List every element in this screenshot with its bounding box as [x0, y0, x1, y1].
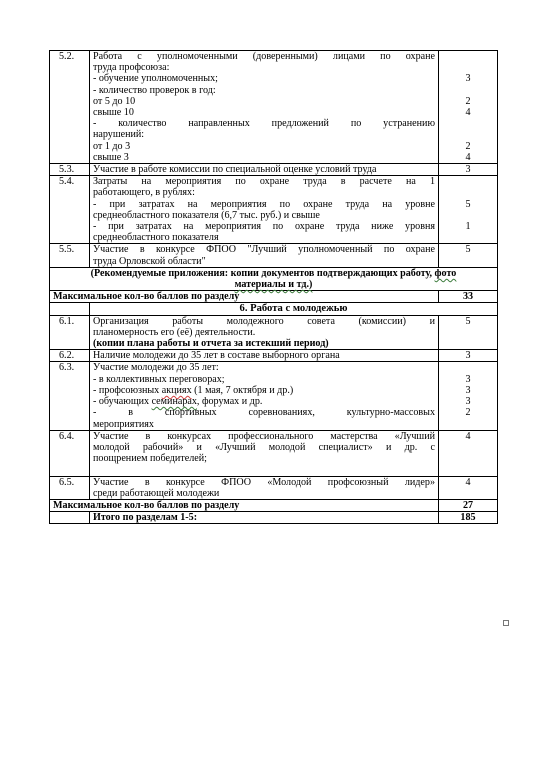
row-text: [90, 51, 439, 164]
points-value: [442, 118, 494, 129]
points-value: 5: [439, 315, 498, 350]
table-row: [50, 303, 498, 315]
table-row: [50, 244, 498, 267]
table-row: [50, 350, 498, 362]
table-row: [50, 164, 498, 176]
text-line: , форумах и др.: [196, 396, 263, 408]
max-points-value: 33: [439, 291, 498, 303]
points-cell: [439, 51, 498, 164]
text-line: свыше 3: [93, 151, 129, 163]
points-value: 2: [465, 140, 471, 152]
points-value: 3: [465, 373, 471, 385]
table-row: [50, 512, 498, 524]
text-line: работающего, в рублях:: [93, 187, 195, 199]
points-value: 5: [439, 244, 498, 267]
points-value: [442, 176, 494, 187]
total-value: 185: [439, 512, 498, 524]
row-text: [90, 315, 439, 350]
table-row: [50, 430, 498, 476]
text-line: от 1 до 3: [93, 140, 131, 152]
row-number: 5.3.: [50, 164, 90, 176]
text-line: Участие в конкурсах профессионального мастерства «Лучший: [93, 430, 435, 442]
points-value: 4: [465, 106, 471, 118]
text-line: от 5 до 10: [93, 95, 136, 107]
text-line: - при затратах на мероприятия по охране труда на уровне: [93, 198, 435, 210]
text-line: среднеобластного показателя: [93, 232, 219, 244]
points-cell: [439, 176, 498, 244]
note-text: (Рекомендуемые приложения: копии документов подтверждающих работу,: [90, 267, 435, 279]
points-value: [442, 62, 494, 73]
note-text: материалы и тд.): [234, 279, 313, 291]
max-points-value: 27: [439, 499, 498, 511]
row-number: 5.2.: [50, 51, 90, 164]
text-line: труда профсоюза:: [93, 62, 170, 74]
points-value: 4: [465, 151, 471, 163]
table-row: [50, 176, 498, 244]
text-line: - в спортивных соревнованиях, культурно-массовых: [93, 407, 435, 419]
points-value: 3: [439, 350, 498, 362]
row-number: 6.2.: [50, 350, 90, 362]
row-text: [90, 244, 439, 267]
text-line: среднеобластного показателя (6,7 тыс. руб.) и свыше: [93, 209, 320, 221]
text-line: Работа с уполномоченными (доверенными) лицами по охране: [93, 51, 435, 62]
points-value: [442, 85, 494, 96]
table-row: [50, 291, 498, 303]
text-line: труда Орловской области": [93, 255, 206, 267]
table-row: [50, 476, 498, 499]
points-value: [442, 187, 494, 198]
row-number: [50, 303, 90, 315]
total-label: Итого по разделам 1-5:: [90, 512, 439, 524]
text-line: Затраты на мероприятия по охране труда в расчете на 1: [93, 176, 435, 188]
text-line: Участие молодежи до 35 лет:: [93, 362, 219, 374]
table-row: [50, 362, 498, 430]
text-line: - количество направленных предложений по устранению: [93, 118, 435, 130]
table-row: [50, 499, 498, 511]
text-line: поощрением победителей;: [93, 453, 207, 465]
row-number: 5.4.: [50, 176, 90, 244]
points-value: 3: [439, 164, 498, 176]
table-row: [50, 267, 498, 290]
text-line: акциях: [161, 384, 192, 396]
points-value: 2: [465, 95, 471, 107]
table-resize-handle[interactable]: [503, 620, 509, 626]
text-line: Участие в конкурсе ФПОО «Молодой профсоюзный лидер»: [93, 476, 435, 488]
text-line: - обучение уполномоченных;: [93, 73, 218, 85]
max-points-label: Максимальное кол-во баллов по разделу: [50, 291, 439, 303]
text-line: - профсоюзных: [93, 384, 162, 396]
max-points-label: Максимальное кол-во баллов по разделу: [50, 499, 439, 511]
text-line: молодой рабочий» и «Лучший молодой специалист» и др. с: [93, 441, 435, 453]
section-title: 6. Работа с молодежью: [90, 303, 498, 315]
points-value: [442, 51, 494, 62]
text-line: (копии плана работы и отчета за истекший период): [93, 338, 329, 350]
row-number: 6.4.: [50, 430, 90, 476]
points-value: 2: [465, 407, 471, 419]
row-text: [90, 476, 439, 499]
row-text: Участие в работе комиссии по специальной оценке условий труда: [90, 164, 439, 176]
text-line: нарушений:: [93, 129, 145, 141]
points-value: [442, 418, 494, 429]
evaluation-table: [49, 50, 498, 524]
points-value: 3: [465, 73, 471, 85]
points-value: [442, 210, 494, 221]
text-line: мероприятиях: [93, 418, 154, 430]
text-line: Организация работы молодежного совета (комиссии) и: [93, 315, 435, 327]
row-text: Наличие молодежи до 35 лет в составе выборного органа: [90, 350, 439, 362]
recommended-attachments-note: [50, 267, 498, 290]
note-text: фото: [434, 267, 457, 279]
row-number: 6.3.: [50, 362, 90, 430]
row-text: [90, 176, 439, 244]
text-line: Участие в конкурсе ФПОО "Лучший уполномоченный по охране: [93, 244, 435, 256]
text-line: свыше 10: [93, 107, 134, 119]
points-value: [442, 362, 494, 373]
row-number: [50, 512, 90, 524]
points-value: 4: [439, 476, 498, 499]
row-text: [90, 430, 439, 476]
points-cell: [439, 362, 498, 430]
row-number: 5.5.: [50, 244, 90, 267]
points-value: [442, 232, 494, 243]
row-text: [90, 362, 439, 430]
row-number: 6.5.: [50, 476, 90, 499]
points-value: 5: [465, 198, 471, 210]
points-value: 3: [465, 396, 471, 408]
text-line: среди работающей молодежи: [93, 487, 220, 499]
text-line: (1 мая, 7 октября и др.): [191, 384, 294, 396]
text-line: планомерность его (её) деятельности.: [93, 326, 256, 338]
text-line: - обучающих: [93, 396, 152, 408]
text-line: [93, 464, 435, 475]
text-line: - количество проверок в год:: [93, 84, 216, 96]
points-value: 1: [465, 221, 471, 232]
points-value: [442, 129, 494, 140]
row-number: 6.1.: [50, 315, 90, 350]
table-row: [50, 315, 498, 350]
text-line: - в коллективных переговорах;: [93, 373, 225, 385]
text-line: семинарах: [151, 396, 197, 408]
table-row: [50, 51, 498, 164]
points-value: 3: [465, 384, 471, 396]
text-line: - при затратах на мероприятия по охране труда ниже уровня: [93, 221, 435, 233]
points-value: 4: [439, 430, 498, 476]
